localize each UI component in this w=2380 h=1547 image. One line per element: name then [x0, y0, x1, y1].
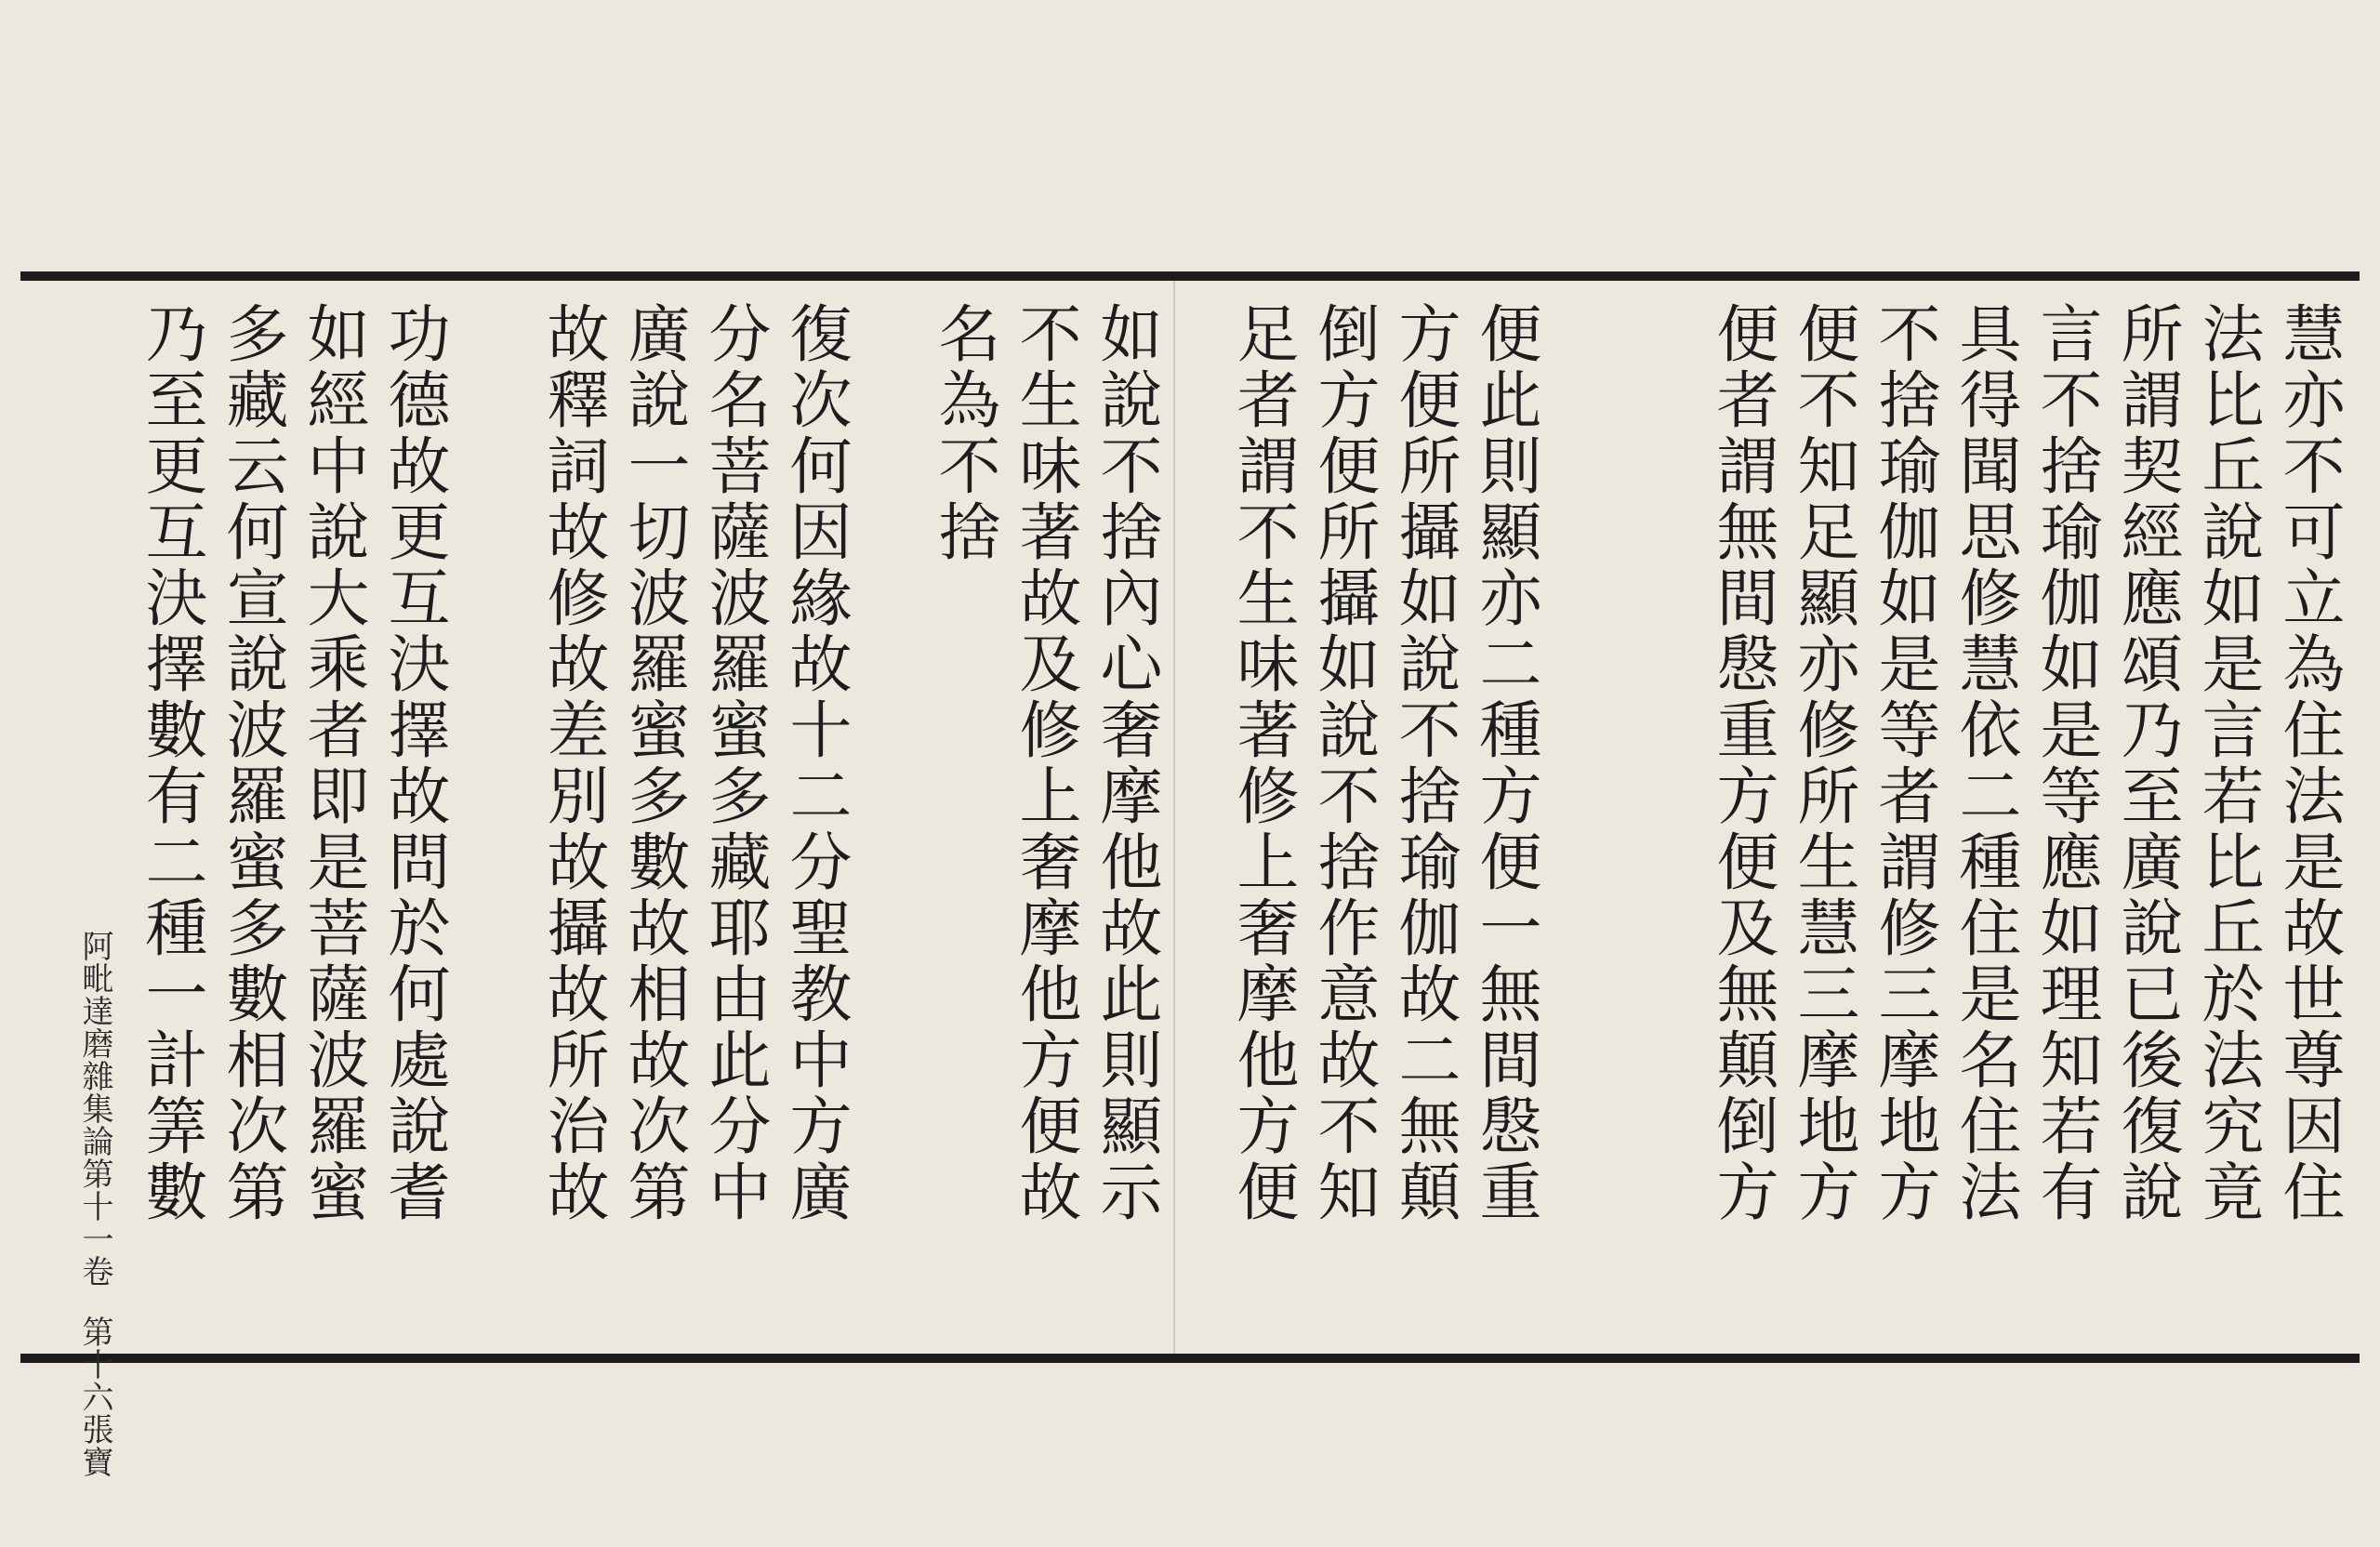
text-column-17: 分名菩薩波羅蜜多藏耶由此分中 [699, 301, 772, 1225]
text-column-4: 言不捨瑜伽如是等應如理知若有 [2030, 301, 2103, 1225]
bottom-border-rule [20, 1354, 2360, 1363]
text-column-13: 如說不捨內心奢摩他故此則顯示 [1091, 301, 1163, 1225]
text-column-1: 慧亦不可立為住法是故世尊因住 [2273, 301, 2346, 1225]
text-column-14: 不生味著故及修上奢摩他方便故 [1010, 301, 1082, 1225]
colophon-page: 第十六張 [76, 1316, 113, 1446]
text-column-21: 如經中說大乘者即是菩薩波羅蜜 [298, 301, 370, 1225]
text-column-18: 廣說一切波羅蜜多數故相故次第 [618, 301, 691, 1225]
text-column-6: 不捨瑜伽如是等者謂修三摩地方 [1869, 301, 1941, 1225]
text-column-2: 法比丘說如是言若比丘於法究竟 [2192, 301, 2265, 1225]
text-column-20: 功德故更互決擇故問於何處說耆 [378, 301, 451, 1225]
text-column-19: 故釋詞故修故差別故攝故所治故 [537, 301, 610, 1225]
text-column-10: 方便所攝如說不捨瑜伽故二無顛 [1389, 301, 1461, 1225]
text-column-23: 乃至更互決擇數有二種一計筭數 [136, 301, 208, 1225]
text-column-3: 所謂契經應頌乃至廣說已後復說 [2111, 301, 2184, 1225]
text-column-9: 便此則顯亦二種方便一無間慇重 [1470, 301, 1542, 1225]
text-column-15: 名為不捨 [929, 301, 1001, 565]
colophon [63, 930, 113, 1478]
text-column-12: 足者謂不生味著修上奢摩他方便 [1227, 301, 1300, 1225]
text-column-11: 倒方便所攝如說不捨作意故不知 [1308, 301, 1381, 1225]
colophon-mark: 寶 [76, 1446, 113, 1478]
page-fold-line [1173, 281, 1175, 1354]
text-column-5: 具得聞思修慧依二種住是名住法 [1950, 301, 2022, 1225]
colophon-title: 阿毗達磨雜集論第十一卷 [76, 930, 113, 1288]
text-column-8: 便者謂無間慇重方便及無顛倒方 [1707, 301, 1779, 1225]
text-column-7: 便不知足顯亦修所生慧三摩地方 [1788, 301, 1860, 1225]
text-column-16: 復次何因緣故十二分聖教中方廣 [780, 301, 853, 1225]
top-border-rule [20, 271, 2360, 281]
text-column-22: 多藏云何宣說波羅蜜多數相次第 [217, 301, 289, 1225]
